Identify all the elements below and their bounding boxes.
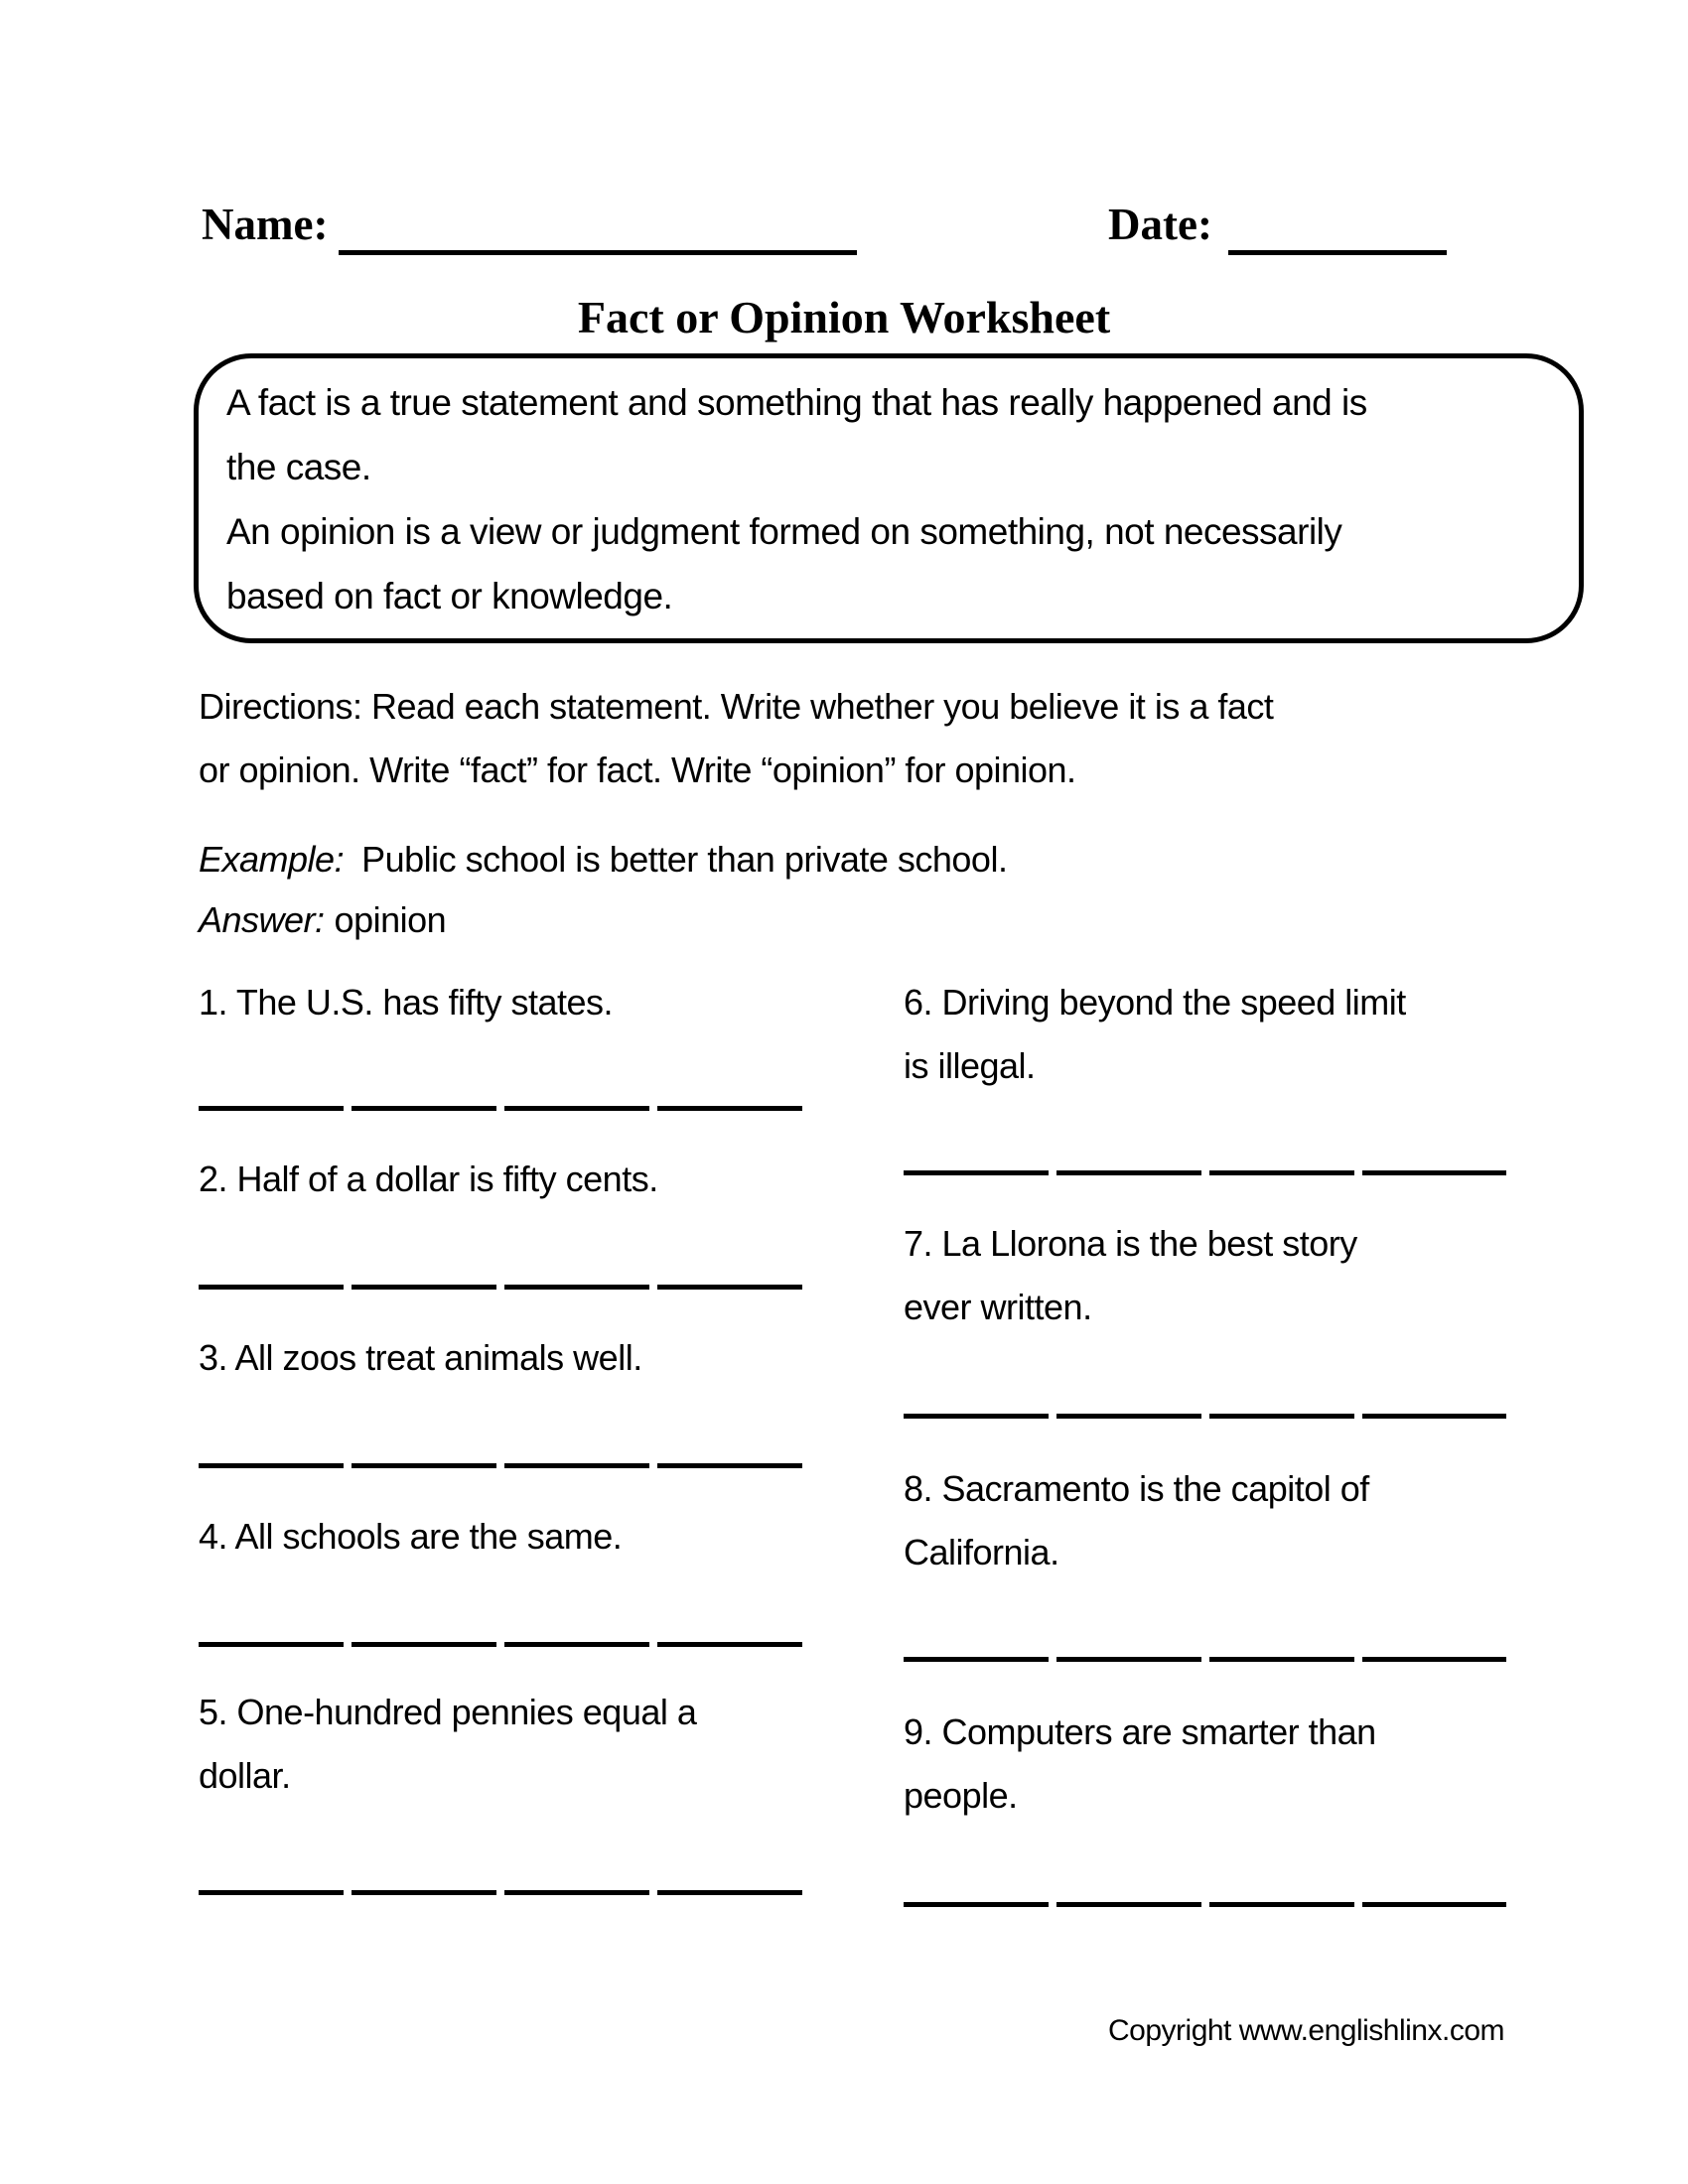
- answer-blank-3: [199, 1463, 804, 1468]
- example-label: Example:: [199, 839, 345, 880]
- statement-item-5: [199, 1681, 834, 1808]
- example-sentence: Public school is better than private school.: [361, 839, 1008, 880]
- statement-item-4: [199, 1505, 834, 1569]
- statement-item-2: [199, 1148, 834, 1211]
- definition-line-1: A fact is a true statement and something that has really happened and is: [226, 382, 1367, 423]
- answer-blank-2: [199, 1285, 804, 1290]
- definition-line-2: the case.: [226, 447, 371, 487]
- directions-line-2: or opinion. Write “fact” for fact. Write “opinion” for opinion.: [199, 750, 1076, 790]
- answer-line: [199, 888, 446, 952]
- answer-blank-7: [904, 1414, 1506, 1419]
- statement-7-line-2: ever written.: [904, 1287, 1092, 1327]
- statement-9-line-2: people.: [904, 1775, 1018, 1816]
- statement-item-1: [199, 971, 834, 1034]
- statement-8-line-1: 8. Sacramento is the capitol of: [904, 1468, 1369, 1509]
- statement-item-3: [199, 1326, 834, 1390]
- directions: [199, 675, 1589, 802]
- statement-3-line-1: 3. All zoos treat animals well.: [199, 1337, 642, 1378]
- copyright-text: Copyright www.englishlinx.com: [1108, 2014, 1504, 2047]
- definition-line-4: based on fact or knowledge.: [226, 576, 673, 616]
- answer-label: Answer:: [199, 899, 325, 940]
- directions-line-1: Directions: Read each statement. Write whether you believe it is a fact: [199, 686, 1274, 727]
- statement-7-line-1: 7. La Llorona is the best story: [904, 1223, 1357, 1264]
- answer-blank-5: [199, 1890, 804, 1895]
- statement-4-line-1: 4. All schools are the same.: [199, 1516, 623, 1557]
- statement-item-7: [904, 1212, 1539, 1339]
- example-line: [199, 828, 1007, 891]
- page-title: Fact or Opinion Worksheet: [577, 292, 1111, 342]
- answer-blank-8: [904, 1657, 1506, 1662]
- statement-5-line-2: dollar.: [199, 1755, 291, 1796]
- statement-item-8: [904, 1457, 1539, 1584]
- answer-blank-6: [904, 1170, 1506, 1175]
- answer-blank-9: [904, 1902, 1506, 1907]
- statement-8-line-2: California.: [904, 1532, 1059, 1572]
- date-blank-line: [1228, 250, 1447, 255]
- answer-blank-4: [199, 1642, 804, 1647]
- answer-blank-1: [199, 1106, 804, 1111]
- answer-value: opinion: [334, 899, 447, 940]
- definition-line-3: An opinion is a view or judgment formed on something, not necessarily: [226, 511, 1342, 552]
- statement-item-6: [904, 971, 1539, 1098]
- name-blank-line: [339, 250, 857, 255]
- statement-2-line-1: 2. Half of a dollar is fifty cents.: [199, 1159, 658, 1199]
- name-label: Name:: [202, 200, 329, 249]
- statement-item-9: [904, 1701, 1539, 1828]
- statement-1-line-1: 1. The U.S. has fifty states.: [199, 982, 614, 1023]
- statement-6-line-2: is illegal.: [904, 1045, 1036, 1086]
- statement-9-line-1: 9. Computers are smarter than: [904, 1711, 1376, 1752]
- definition-box: [194, 353, 1584, 643]
- statement-5-line-1: 5. One-hundred pennies equal a: [199, 1692, 697, 1732]
- date-label: Date:: [1108, 200, 1212, 249]
- statement-6-line-1: 6. Driving beyond the speed limit: [904, 982, 1406, 1023]
